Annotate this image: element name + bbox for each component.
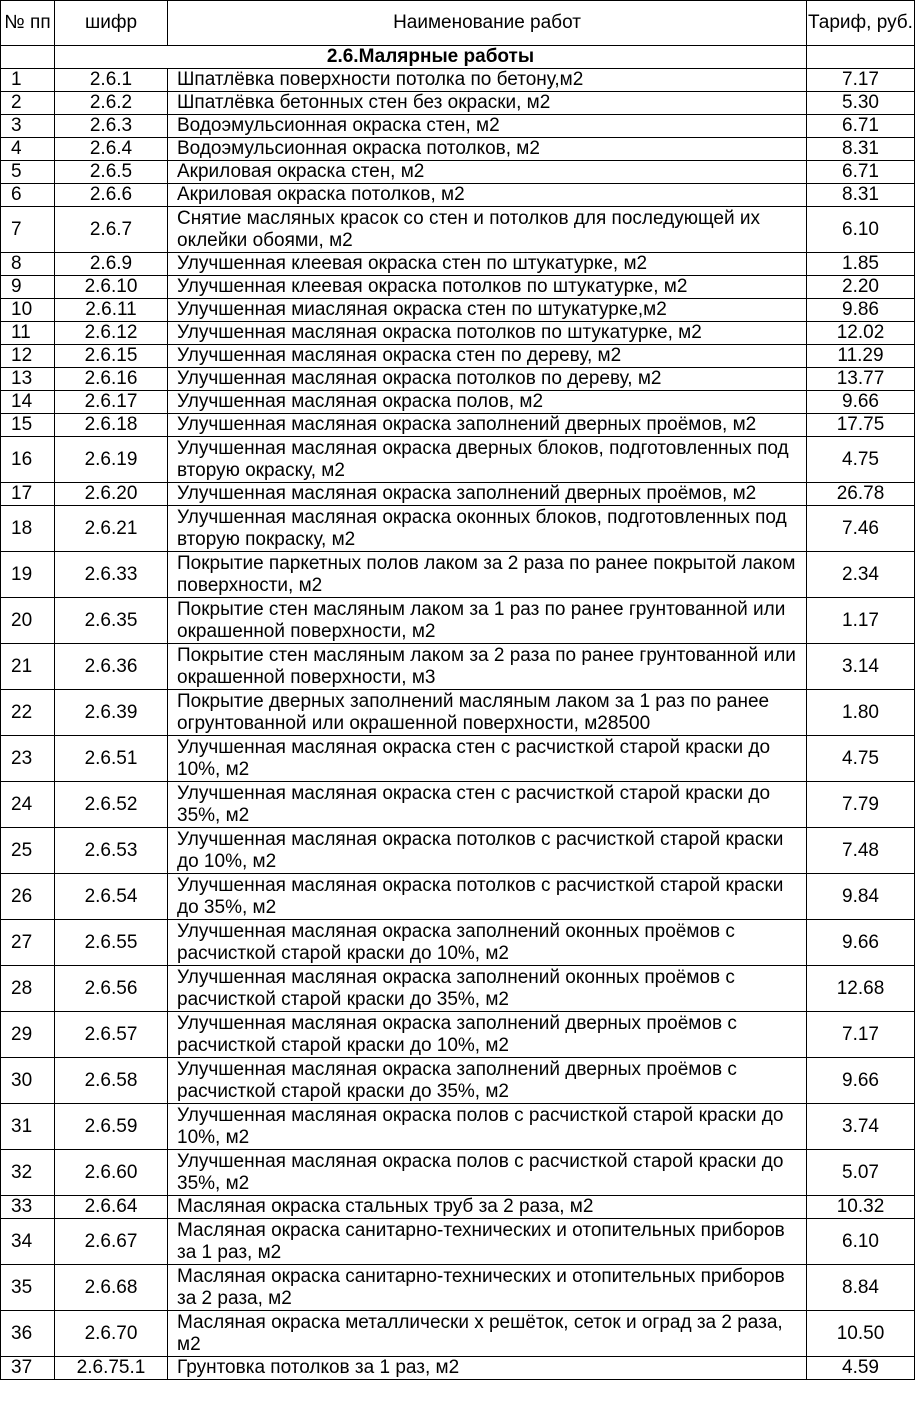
table-row: [1, 1357, 915, 1380]
row-code: 2.6.7: [55, 207, 168, 253]
row-name: Улучшенная масляная окраска оконных блоков, подготовленных под вторую покраску, м2: [168, 506, 807, 552]
row-price: 3.14: [807, 644, 915, 690]
row-price: 6.71: [807, 115, 915, 138]
row-price: 17.75: [807, 414, 915, 437]
row-name: Масляная окраска металлически х решёток, сеток и оград за 2 раза, м2: [168, 1311, 807, 1357]
row-name: Улучшенная масляная окраска заполнений дверных проёмов с расчисткой старой краски до 35%, м2: [168, 1058, 807, 1104]
row-number: 26: [1, 874, 55, 920]
table-row: [1, 276, 915, 299]
row-name: Улучшенная масляная окраска заполнений дверных проёмов с расчисткой старой краски до 10%, м2: [168, 1012, 807, 1058]
table-header-row: [1, 1, 915, 46]
row-code: 2.6.55: [55, 920, 168, 966]
row-number: 3: [1, 115, 55, 138]
row-code: 2.6.33: [55, 552, 168, 598]
row-code: 2.6.36: [55, 644, 168, 690]
row-number: 27: [1, 920, 55, 966]
row-name: Улучшенная масляная окраска потолков с расчисткой старой краски до 10%, м2: [168, 828, 807, 874]
row-code: 2.6.20: [55, 483, 168, 506]
row-price: 8.31: [807, 138, 915, 161]
row-code: 2.6.67: [55, 1219, 168, 1265]
table-row: [1, 138, 915, 161]
row-code: 2.6.16: [55, 368, 168, 391]
row-name: Улучшенная масляная окраска заполнений дверных проёмов, м2: [168, 483, 807, 506]
row-number: 24: [1, 782, 55, 828]
row-number: 15: [1, 414, 55, 437]
table-row: [1, 161, 915, 184]
row-number: 23: [1, 736, 55, 782]
table-row: [1, 828, 915, 874]
row-code: 2.6.39: [55, 690, 168, 736]
row-number: 33: [1, 1196, 55, 1219]
row-name: Улучшенная масляная окраска полов с расчисткой старой краски до 10%, м2: [168, 1104, 807, 1150]
row-code: 2.6.68: [55, 1265, 168, 1311]
row-name: Покрытие дверных заполнений масляным лаком за 1 раз по ранее огрунтованной или окрашенной поверхности, м28500: [168, 690, 807, 736]
table-row: [1, 115, 915, 138]
row-number: 8: [1, 253, 55, 276]
row-price: 9.66: [807, 1058, 915, 1104]
row-code: 2.6.9: [55, 253, 168, 276]
table-row: [1, 1219, 915, 1265]
table-row: [1, 920, 915, 966]
table-row: [1, 644, 915, 690]
row-code: 2.6.10: [55, 276, 168, 299]
table-row: [1, 1196, 915, 1219]
table-row: [1, 874, 915, 920]
row-number: 16: [1, 437, 55, 483]
row-code: 2.6.3: [55, 115, 168, 138]
table-row: [1, 368, 915, 391]
row-name: Покрытие стен масляным лаком за 2 раза по ранее грунтованной или окрашенной поверхности, м3: [168, 644, 807, 690]
row-price: 8.84: [807, 1265, 915, 1311]
row-code: 2.6.58: [55, 1058, 168, 1104]
row-number: 4: [1, 138, 55, 161]
row-price: 2.34: [807, 552, 915, 598]
row-name: Улучшенная клеевая окраска стен по штукатурке, м2: [168, 253, 807, 276]
row-price: 5.30: [807, 92, 915, 115]
row-code: 2.6.54: [55, 874, 168, 920]
row-code: 2.6.2: [55, 92, 168, 115]
table-row: [1, 391, 915, 414]
row-code: 2.6.75.1: [55, 1357, 168, 1380]
table-row: [1, 414, 915, 437]
row-name: Водоэмульсионная окраска потолков, м2: [168, 138, 807, 161]
row-number: 17: [1, 483, 55, 506]
row-number: 20: [1, 598, 55, 644]
row-price: 7.46: [807, 506, 915, 552]
table-row: [1, 1012, 915, 1058]
row-name: Акриловая окраска стен, м2: [168, 161, 807, 184]
row-name: Улучшенная миасляная окраска стен по штукатурке,м2: [168, 299, 807, 322]
row-code: 2.6.21: [55, 506, 168, 552]
table-row: [1, 184, 915, 207]
row-name: Улучшенная масляная окраска заполнений оконных проёмов с расчисткой старой краски до 10%, м2: [168, 920, 807, 966]
header-code: шифр: [55, 1, 168, 46]
row-price: 7.17: [807, 69, 915, 92]
row-price: 8.31: [807, 184, 915, 207]
row-code: 2.6.60: [55, 1150, 168, 1196]
table-row: [1, 322, 915, 345]
row-name: Водоэмульсионная окраска стен, м2: [168, 115, 807, 138]
table-row: [1, 92, 915, 115]
row-price: 3.74: [807, 1104, 915, 1150]
table-row: [1, 1265, 915, 1311]
row-name: Улучшенная масляная окраска стен с расчисткой старой краски до 10%, м2: [168, 736, 807, 782]
row-number: 11: [1, 322, 55, 345]
row-code: 2.6.57: [55, 1012, 168, 1058]
row-name: Улучшенная масляная окраска потолков по дереву, м2: [168, 368, 807, 391]
row-name: Масляная окраска санитарно-технических и отопительных приборов за 1 раз, м2: [168, 1219, 807, 1265]
row-name: Снятие масляных красок со стен и потолков для последующей их оклейки обоями, м2: [168, 207, 807, 253]
row-number: 19: [1, 552, 55, 598]
row-code: 2.6.35: [55, 598, 168, 644]
row-price: 6.71: [807, 161, 915, 184]
row-name: Улучшенная масляная окраска потолков с расчисткой старой краски до 35%, м2: [168, 874, 807, 920]
row-number: 36: [1, 1311, 55, 1357]
row-code: 2.6.17: [55, 391, 168, 414]
row-name: Улучшенная масляная окраска дверных блоков, подготовленных под вторую окраску, м2: [168, 437, 807, 483]
row-code: 2.6.6: [55, 184, 168, 207]
row-price: 10.50: [807, 1311, 915, 1357]
row-name: Масляная окраска стальных труб за 2 раза, м2: [168, 1196, 807, 1219]
row-number: 2: [1, 92, 55, 115]
row-number: 35: [1, 1265, 55, 1311]
row-price: 12.68: [807, 966, 915, 1012]
row-code: 2.6.59: [55, 1104, 168, 1150]
row-number: 22: [1, 690, 55, 736]
row-price: 4.75: [807, 437, 915, 483]
table-row: [1, 69, 915, 92]
row-number: 32: [1, 1150, 55, 1196]
header-num: № пп: [1, 1, 55, 46]
row-name: Улучшенная клеевая окраска потолков по штукатурке, м2: [168, 276, 807, 299]
row-price: 12.02: [807, 322, 915, 345]
row-price: 2.20: [807, 276, 915, 299]
row-price: 1.17: [807, 598, 915, 644]
row-price: 4.75: [807, 736, 915, 782]
table-row: [1, 1104, 915, 1150]
table-row: [1, 506, 915, 552]
table-row: [1, 345, 915, 368]
row-name: Улучшенная масляная окраска стен по дереву, м2: [168, 345, 807, 368]
row-number: 21: [1, 644, 55, 690]
row-number: 5: [1, 161, 55, 184]
row-price: 7.17: [807, 1012, 915, 1058]
row-price: 1.80: [807, 690, 915, 736]
row-number: 30: [1, 1058, 55, 1104]
row-code: 2.6.12: [55, 322, 168, 345]
row-number: 34: [1, 1219, 55, 1265]
table-row: [1, 1058, 915, 1104]
row-name: Улучшенная масляная окраска полов, м2: [168, 391, 807, 414]
table-row: [1, 253, 915, 276]
row-name: Улучшенная масляная окраска стен с расчисткой старой краски до 35%, м2: [168, 782, 807, 828]
row-name: Покрытие паркетных полов лаком за 2 раза по ранее покрытой лаком поверхности, м2: [168, 552, 807, 598]
table-row: [1, 1150, 915, 1196]
row-price: 5.07: [807, 1150, 915, 1196]
row-code: 2.6.15: [55, 345, 168, 368]
row-code: 2.6.1: [55, 69, 168, 92]
table-row: [1, 483, 915, 506]
header-price: Тариф, руб.: [807, 1, 915, 46]
row-code: 2.6.5: [55, 161, 168, 184]
section-spacer: [1, 46, 55, 69]
row-code: 2.6.70: [55, 1311, 168, 1357]
row-price: 11.29: [807, 345, 915, 368]
row-name: Грунтовка потолков за 1 раз, м2: [168, 1357, 807, 1380]
row-code: 2.6.4: [55, 138, 168, 161]
row-price: 9.84: [807, 874, 915, 920]
row-name: Шпатлёвка бетонных стен без окраски, м2: [168, 92, 807, 115]
row-name: Улучшенная масляная окраска заполнений дверных проёмов, м2: [168, 414, 807, 437]
row-number: 13: [1, 368, 55, 391]
row-price: 7.48: [807, 828, 915, 874]
row-code: 2.6.11: [55, 299, 168, 322]
row-price: 4.59: [807, 1357, 915, 1380]
table-row: [1, 552, 915, 598]
row-name: Улучшенная масляная окраска потолков по штукатурке, м2: [168, 322, 807, 345]
row-price: 26.78: [807, 483, 915, 506]
row-price: 9.66: [807, 920, 915, 966]
row-number: 37: [1, 1357, 55, 1380]
row-number: 18: [1, 506, 55, 552]
row-code: 2.6.19: [55, 437, 168, 483]
row-number: 25: [1, 828, 55, 874]
row-name: Акриловая окраска потолков, м2: [168, 184, 807, 207]
row-name: Улучшенная масляная окраска заполнений оконных проёмов с расчисткой старой краски до 35%, м2: [168, 966, 807, 1012]
row-name: Шпатлёвка поверхности потолка по бетону,м2: [168, 69, 807, 92]
row-number: 9: [1, 276, 55, 299]
row-code: 2.6.56: [55, 966, 168, 1012]
table-row: [1, 966, 915, 1012]
table-row: [1, 299, 915, 322]
section-spacer: [807, 46, 915, 69]
section-title: 2.6.Малярные работы: [55, 46, 807, 69]
row-number: 14: [1, 391, 55, 414]
row-price: 9.66: [807, 391, 915, 414]
row-price: 1.85: [807, 253, 915, 276]
row-price: 9.86: [807, 299, 915, 322]
row-price: 6.10: [807, 207, 915, 253]
row-name: Масляная окраска санитарно-технических и отопительных приборов за 2 раза, м2: [168, 1265, 807, 1311]
table-row: [1, 736, 915, 782]
row-number: 28: [1, 966, 55, 1012]
row-price: 13.77: [807, 368, 915, 391]
row-code: 2.6.53: [55, 828, 168, 874]
row-number: 1: [1, 69, 55, 92]
row-code: 2.6.52: [55, 782, 168, 828]
table-row: [1, 782, 915, 828]
row-number: 6: [1, 184, 55, 207]
table-row: [1, 690, 915, 736]
row-code: 2.6.51: [55, 736, 168, 782]
row-name: Покрытие стен масляным лаком за 1 раз по ранее грунтованной или окрашенной поверхности, м2: [168, 598, 807, 644]
header-name: Наименование работ: [168, 1, 807, 46]
row-code: 2.6.64: [55, 1196, 168, 1219]
table-row: [1, 598, 915, 644]
row-price: 6.10: [807, 1219, 915, 1265]
row-number: 31: [1, 1104, 55, 1150]
table-row: [1, 1311, 915, 1357]
section-row: [1, 46, 915, 69]
table-row: [1, 437, 915, 483]
row-number: 12: [1, 345, 55, 368]
row-price: 10.32: [807, 1196, 915, 1219]
row-code: 2.6.18: [55, 414, 168, 437]
row-number: 10: [1, 299, 55, 322]
table-row: [1, 207, 915, 253]
row-number: 7: [1, 207, 55, 253]
row-price: 7.79: [807, 782, 915, 828]
row-number: 29: [1, 1012, 55, 1058]
row-name: Улучшенная масляная окраска полов с расчисткой старой краски до 35%, м2: [168, 1150, 807, 1196]
